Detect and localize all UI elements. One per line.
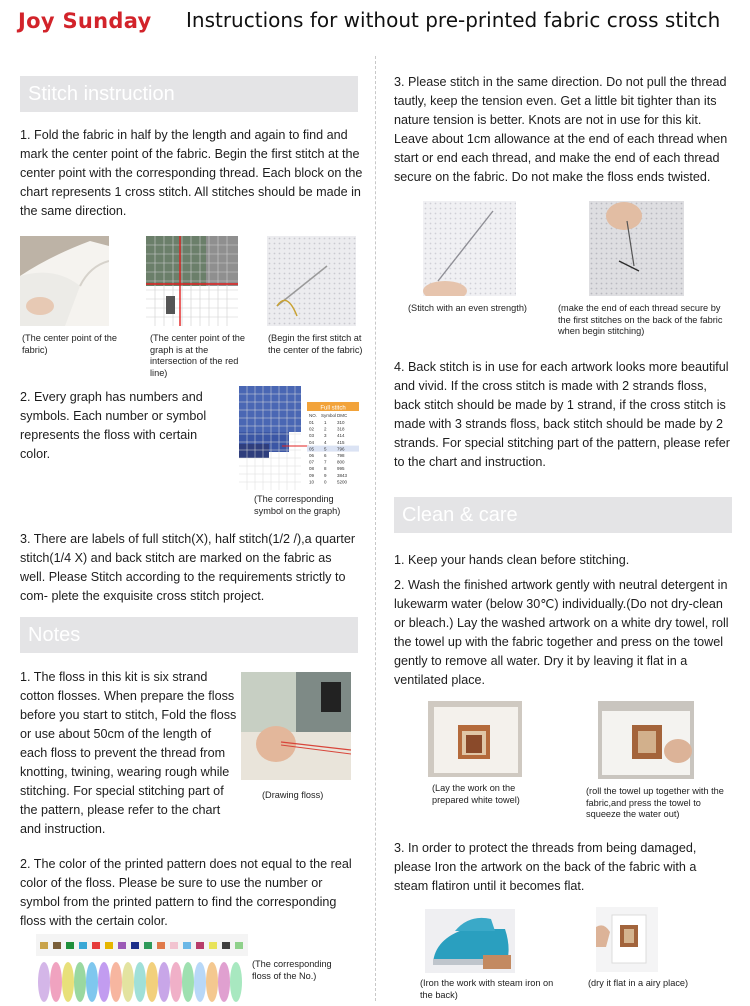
caption-steam-iron: (Iron the work with steam iron on the back)	[420, 978, 554, 1000]
legend-cell: 4	[324, 439, 327, 445]
page-header	[0, 0, 750, 44]
legend-cell: 03	[309, 433, 315, 439]
floss-swatch	[235, 942, 243, 949]
legend-row-highlight	[307, 446, 359, 452]
caption-dry-flat: (dry it flat in a airy place)	[588, 978, 689, 988]
section-heading-clean-care: Clean & care	[394, 497, 732, 533]
legend-cell: 318	[337, 426, 345, 432]
legend-cell: 06	[309, 453, 315, 458]
caption-thread-secure: (make the end of each thread secure by the first stitches on the back of the fabric when begin stitching)	[558, 303, 723, 336]
floss-skein	[218, 962, 230, 1002]
stitch-step-3-direction: 3. Please stitch in the same direction. Do not pull the thread tautly, keep the tension even. Get a little bit tighter than its nature tension is better. Knots are not in use for this kit. Leave about 1cm allowance at the end of each thread when start or end each thread, and make the end of each thread secure on the fabric. Do not make the floss ends twisted.	[394, 75, 728, 184]
photo-drawing-floss	[241, 672, 351, 780]
floss-swatch	[66, 942, 74, 949]
stitch-step-3: 3. There are labels of full stitch(X), half stitch(1/2 /),a quarter stitch(1/4 X) and back stitch are marked on the fabric as well. Please Stitch according to the requirements strictly to com- plete the exquisite cross stitch project.	[20, 532, 356, 603]
photo-thread-secure	[589, 201, 684, 296]
caption-drawing-floss: (Drawing floss)	[262, 790, 324, 800]
caption-begin-stitch: (Begin the first stitch at the center of the fabric)	[268, 333, 363, 355]
floss-swatch	[157, 942, 165, 949]
caption-lay-on-towel: (Lay the work on the prepared white towel)	[432, 783, 520, 805]
legend-cell: 09	[309, 472, 315, 478]
floss-swatch	[196, 942, 204, 949]
floss-skein	[182, 962, 194, 1002]
photo-chart-grid	[146, 236, 238, 326]
legend-cell: 798	[337, 453, 345, 458]
caption-center-graph: (The center point of the graph is at the intersection of the red line)	[150, 333, 245, 378]
section-heading-notes: Notes	[20, 617, 358, 653]
legend-cell: 2	[324, 426, 327, 432]
legend-cell: 7	[324, 459, 327, 465]
caption-even-strength: (Stitch with an even strength)	[408, 303, 527, 313]
floss-skein	[38, 962, 50, 1002]
photo-symbol-graph	[237, 384, 362, 492]
stitch-step-1: 1. Fold the fabric in half by the length and again to find and mark the center point of the fabric. Begin the first stitch at the center point with the corresponding thread. Each block on the chart represents 1 cross stitch. All stitches should be made in the same direction.	[20, 128, 363, 218]
legend-cell: 3843	[337, 472, 348, 478]
notes-item-2: 2. The color of the printed pattern does not equal to the real color of the floss. Please be sure to use the number or symbol from the printed pattern to find the corresponding floss with the certain color.	[20, 857, 352, 928]
caption-center-fabric: (The center point of the fabric)	[22, 333, 117, 355]
floss-swatch	[170, 942, 178, 949]
floss-swatch	[40, 942, 48, 949]
photo-dry-flat	[596, 907, 658, 972]
floss-skein	[170, 962, 182, 1002]
floss-swatch	[105, 942, 113, 949]
legend-cell: 800	[337, 459, 345, 465]
stitch-step-4: 4. Back stitch is in use for each artwork looks more beautiful and vivid. If the cross stitch is made with 2 strands floss, back stitch should be made by 1 strand, if the cross stitch is made with 3 strands floss, back stitch should be made by 2 strands. For special stitching part of the pattern, please refer to the chart and instruction.	[394, 360, 731, 469]
legend-header-dmc: DMC	[337, 413, 348, 418]
floss-swatch	[92, 942, 100, 949]
care-item-2: 2. Wash the finished artwork gently with neutral detergent in lukewarm water (below 30℃) individually.(Do not dry-clean or bleach.) Lay the washed artwork on a white dry towel, roll the towel up with the fabric together and press on the towel gently to remove all water. Dry it by leaving it flat in a ventilated place.	[394, 578, 729, 687]
legend-title: Full stitch	[320, 405, 346, 412]
floss-skein	[98, 962, 110, 1002]
floss-skein	[74, 962, 86, 1002]
floss-skein	[62, 962, 74, 1002]
legend-cell: 3	[324, 433, 327, 439]
section-heading-stitch-instruction: Stitch instruction	[20, 76, 358, 112]
floss-swatch	[79, 942, 87, 949]
page-title: Instructions for without pre-printed fabric cross stitch	[186, 8, 721, 32]
legend-cell: 796	[337, 446, 345, 452]
legend-cell: 310	[337, 420, 345, 425]
legend-cell: 415	[337, 439, 345, 445]
legend-cell: 08	[309, 466, 315, 472]
legend-header-no: NO.	[309, 413, 318, 418]
photo-even-strength	[423, 201, 516, 296]
floss-skein	[158, 962, 170, 1002]
caption-floss-number: (The corresponding floss of the No.)	[252, 959, 332, 981]
legend-header-symbol: Symbol	[321, 413, 337, 418]
legend-cell: 414	[337, 433, 345, 439]
legend-cell: 07	[309, 459, 315, 465]
floss-swatch	[131, 942, 139, 949]
stitch-step-2: 2. Every graph has numbers and symbols. Each number or symbol represents the floss with certain color.	[20, 390, 207, 461]
legend-cell: 8	[324, 466, 327, 472]
floss-swatch	[53, 942, 61, 949]
notes-item-1: 1. The floss in this kit is six strand cotton flosses. When prepare the floss before you start to stitch, Fold the floss or use about 50cm of the length of each floss to prevent the thread from knotting, twining, wearing rough while stitching. For special stitching part of the pattern, please refer to the chart and instruction.	[20, 670, 237, 836]
photo-steam-iron	[425, 909, 515, 973]
floss-swatch	[118, 942, 126, 949]
floss-skein	[134, 962, 146, 1002]
caption-roll-towel: (roll the towel up together with the fabric,and press the towel to squeeze the water out)	[586, 786, 724, 819]
photo-floss-colors	[36, 934, 248, 1002]
legend-cell: 04	[309, 439, 315, 445]
floss-skein	[206, 962, 218, 1002]
floss-skein	[86, 962, 98, 1002]
legend-cell: 6	[324, 453, 327, 458]
floss-skein	[194, 962, 206, 1002]
photo-lay-on-towel	[428, 701, 522, 777]
legend-cell: 01	[309, 420, 315, 425]
floss-swatch	[209, 942, 217, 949]
legend-cell: 995	[337, 466, 345, 472]
floss-swatch	[222, 942, 230, 949]
caption-symbol-graph: (The corresponding symbol on the graph)	[254, 494, 341, 516]
care-item-3: 3. In order to protect the threads from being damaged, please Iron the artwork on the back of the fabric with a steam flatiron until it becomes flat.	[394, 841, 697, 893]
legend-cell: 5200	[337, 479, 348, 485]
legend-cell: 5	[324, 446, 327, 452]
floss-skein	[110, 962, 122, 1002]
care-item-1: 1. Keep your hands clean before stitching.	[394, 553, 630, 567]
photo-folded-fabric	[20, 236, 109, 326]
legend-cell: 1	[324, 420, 327, 425]
floss-skein	[50, 962, 62, 1002]
photo-first-stitch	[267, 236, 356, 326]
column-divider	[375, 56, 376, 1001]
floss-swatch	[183, 942, 191, 949]
floss-skein	[230, 962, 242, 1002]
legend-cell: 9	[324, 472, 327, 478]
legend-cell: 02	[309, 426, 315, 432]
legend-cell: 0	[324, 479, 327, 485]
photo-roll-towel	[598, 701, 694, 779]
legend-cell: 10	[309, 479, 315, 485]
floss-skein	[146, 962, 158, 1002]
floss-swatch	[144, 942, 152, 949]
legend-cell: 05	[309, 446, 315, 452]
floss-skein	[122, 962, 134, 1002]
brand-logo-text: Joy Sunday	[18, 9, 152, 33]
